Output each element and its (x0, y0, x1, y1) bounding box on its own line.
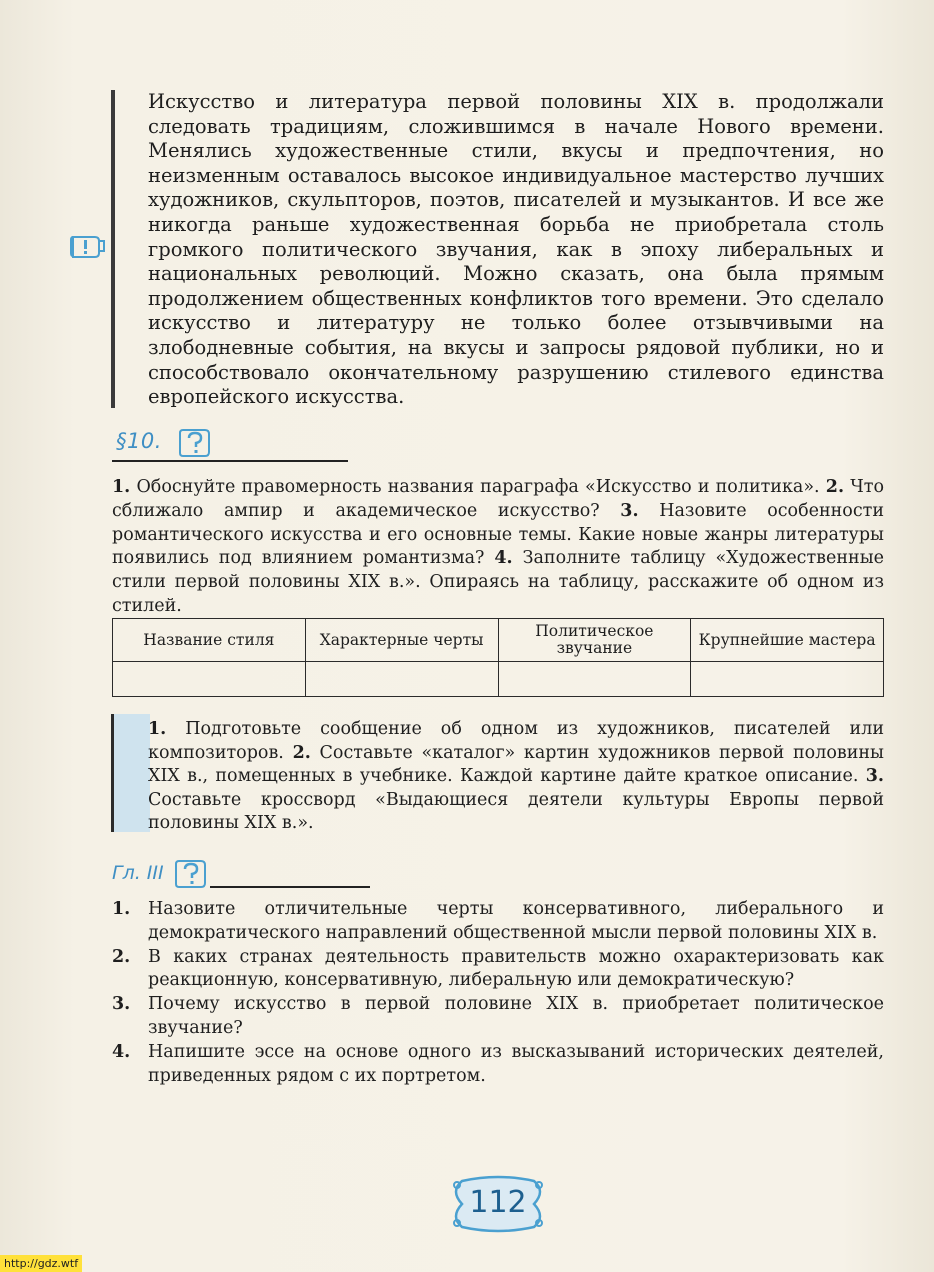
exclamation-scroll-icon (70, 233, 106, 259)
list-item: 4. Напишите эссе на основе одного из высказываний исторических деятелей, приведенных рядом с их портретом. (112, 1041, 884, 1086)
watermark-link[interactable]: http://gdz.wtf (0, 1255, 82, 1272)
table-cell (305, 662, 498, 697)
list-item: 2. В каких странах деятельность правительств можно охарактеризовать как реакционную, консервативную, либеральную или демократическую? (112, 946, 884, 991)
styles-table (112, 618, 884, 697)
intro-side-bar (111, 90, 115, 408)
table-header-cell: Характерные черты (305, 619, 498, 662)
table-row (113, 662, 884, 697)
table-header-cell: Название стиля (113, 619, 306, 662)
tasks-accent-strip (112, 714, 150, 832)
intro-paragraph: Искусство и литература первой половины XIX в. продолжали следовать традициям, сложившимся в начале Нового времени. Менялись художественные стили, вкусы и предпочтения, но неизменным оставалось высокое индивидуальное мастерство лучших художников, скульпторов, поэтов, писателей и музыкантов. И все же никогда раньше художественная борьба не приобретала столь громкого политического звучания, как в эпоху либеральных и национальных революций. Можно сказать, она была прямым продолжением общественных конфликтов того времени. Это сделало искусство и литературу не только более отзывчивыми на злободневные события, на вкусы и запросы рядовой публики, но и способствовало окончательному разрушению стилевого единства европейского искусства. (148, 90, 884, 409)
table-header-cell: Политическое звучание (498, 619, 691, 662)
question-scroll-icon (178, 427, 212, 459)
question-scroll-icon (174, 858, 208, 890)
table-cell (113, 662, 306, 697)
chapter-questions (112, 898, 884, 1088)
tasks-paragraph: 1. Подготовьте сообщение об одном из художников, писателей или композиторов. 2. Составьте «каталог» картин художников первой половины XIX в., помещенных в учебнике. Каждой картине дайте краткое описание. 3. Составьте кроссворд «Выдающиеся деятели культуры Европы первой половины XIX в.». (148, 719, 884, 834)
table-cell (691, 662, 884, 697)
section-label: §10. (116, 429, 162, 453)
section-underline (112, 460, 348, 462)
chapter-header (112, 858, 370, 892)
list-item: 3. Почему искусство в первой половине XIX в. приобретает политическое звучание? (112, 994, 884, 1038)
table-header-cell: Крупнейшие мастера (691, 619, 884, 662)
table-cell (498, 662, 691, 697)
table-header-row (113, 619, 884, 662)
tasks-side-bar (111, 714, 114, 832)
page-number-badge (448, 1175, 548, 1233)
section-questions: 1. Обоснуйте правомерность названия параграфа «Искусство и политика». 2. Что сближало ампир и академическое искусство? 3. Назовите особенности романтического искусства и его основные темы. Какие новые жанры литературы появились под влиянием романтизма? 4. Заполните таблицу «Художественные стили первой половины XIX в.». Опираясь на таблицу, расскажите об одном из стилей. (112, 477, 884, 616)
chapter-underline (210, 886, 370, 888)
list-item: 1. Назовите отличительные черты консервативного, либерального и демократического направлений общественной мысли первой половины XIX в. (112, 899, 884, 943)
page-number: 112 (469, 1185, 527, 1220)
chapter-label: Гл. III (112, 862, 164, 884)
section-header (112, 427, 348, 463)
